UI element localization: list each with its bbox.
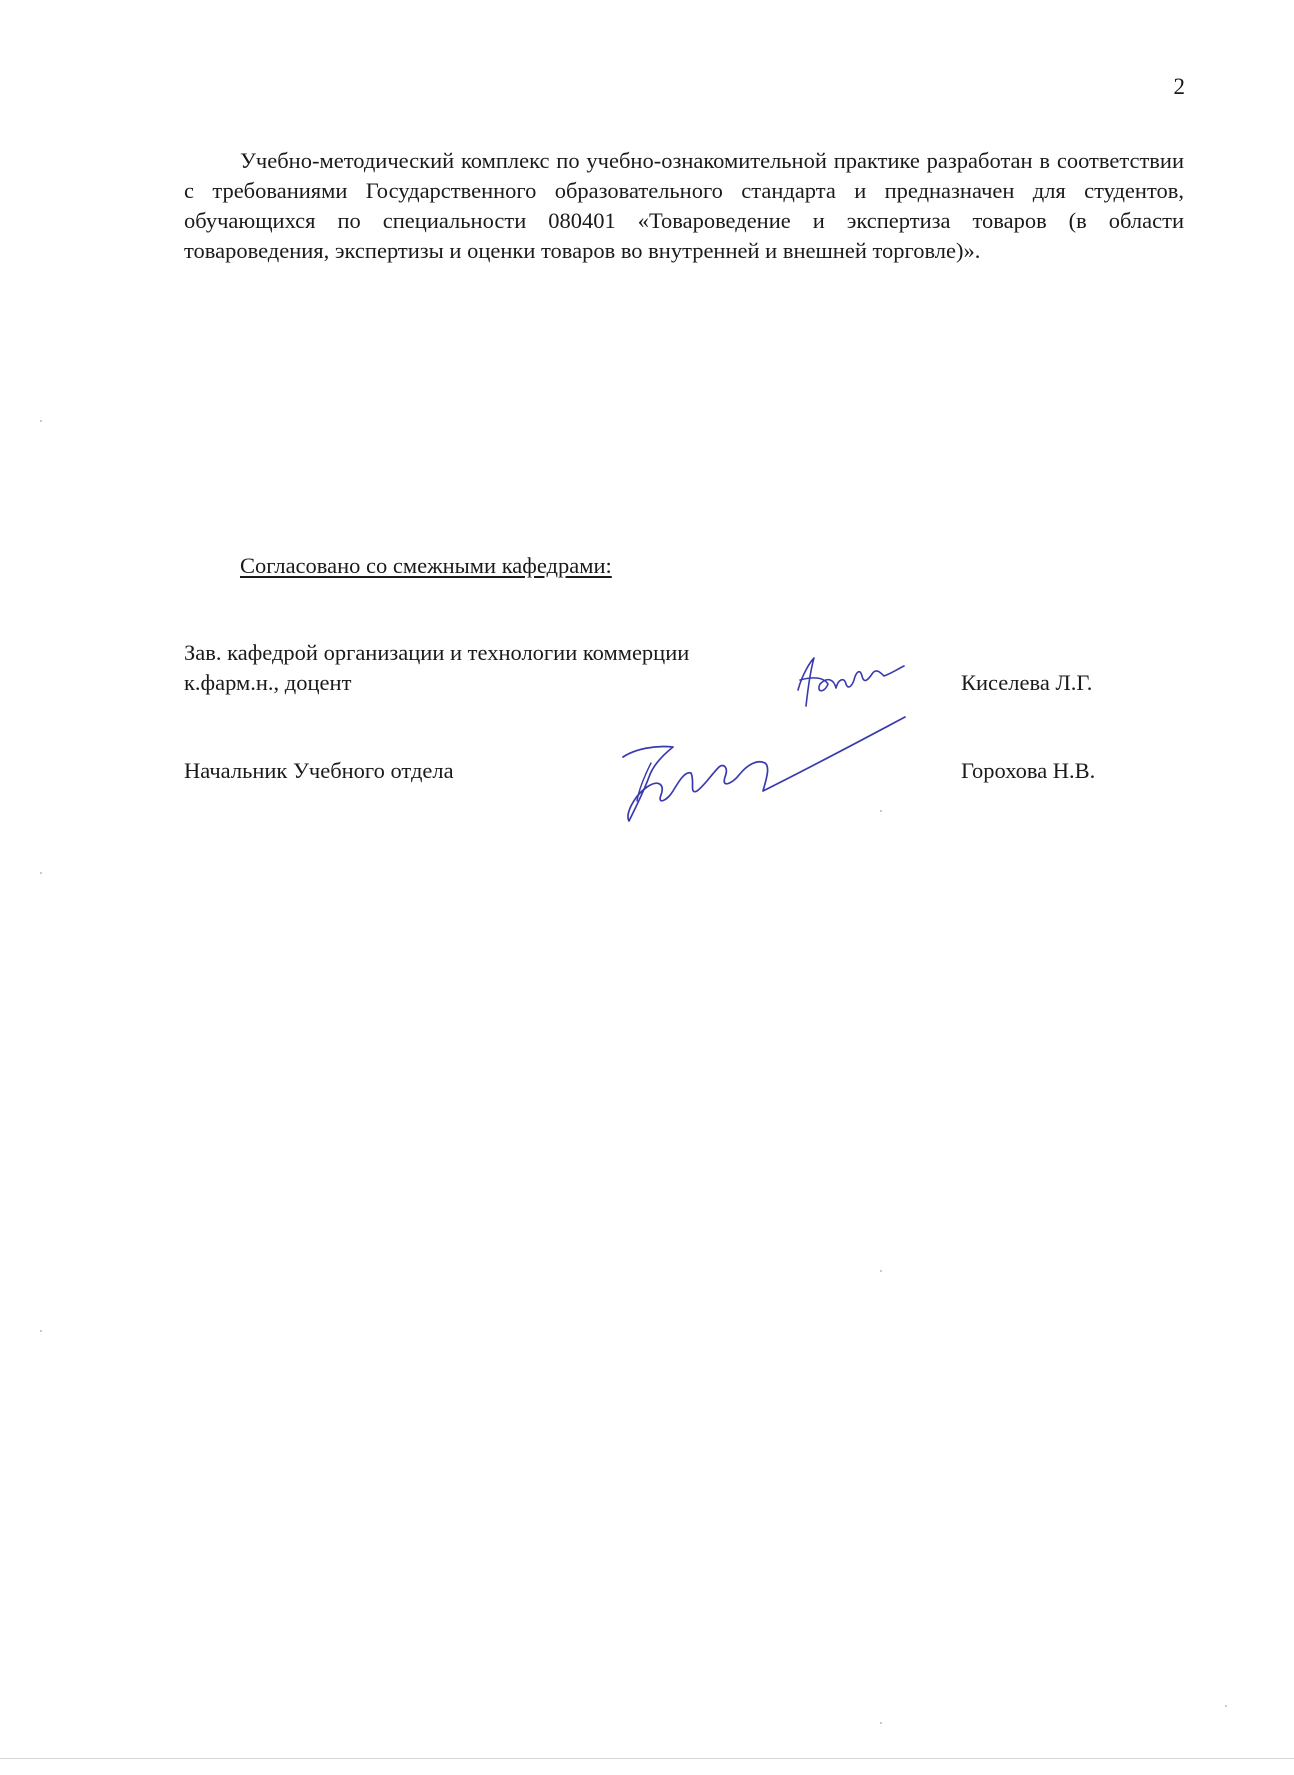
signature-2-image — [615, 705, 915, 830]
scan-speck — [1225, 1705, 1227, 1707]
scan-speck — [880, 1270, 882, 1272]
signature-1-image — [780, 650, 910, 710]
signatory-1-name: Киселева Л.Г. — [961, 670, 1093, 695]
page-number: 2 — [1173, 74, 1185, 99]
intro-paragraph: Учебно-методический комплекс по учебно-ознакомительной практике разработан в соответствии с требованиями Государственного образовательного стандарта и предназначен для студентов, обучающихся по специальности 080401 «Товароведение и экспертиза товаров (в области товароведения, экспертизы и оценки товаров во внутренней и внешней торговле)». — [184, 148, 1184, 263]
signatory-2-position: Начальник Учебного отдела — [184, 758, 454, 783]
scan-speck — [880, 810, 882, 812]
scan-bottom-edge — [0, 1758, 1294, 1759]
signatory-1-position: Зав. кафедрой организации и технологии коммерции — [184, 640, 690, 665]
scan-speck — [880, 1722, 882, 1724]
signatory-2-name: Горохова Н.В. — [961, 758, 1096, 783]
signatory-1-degree: к.фарм.н., доцент — [184, 670, 352, 695]
scan-speck — [40, 872, 42, 874]
scan-speck — [40, 420, 42, 422]
scan-speck — [40, 1330, 42, 1332]
agreement-heading: Согласовано со смежными кафедрами: — [240, 553, 612, 578]
